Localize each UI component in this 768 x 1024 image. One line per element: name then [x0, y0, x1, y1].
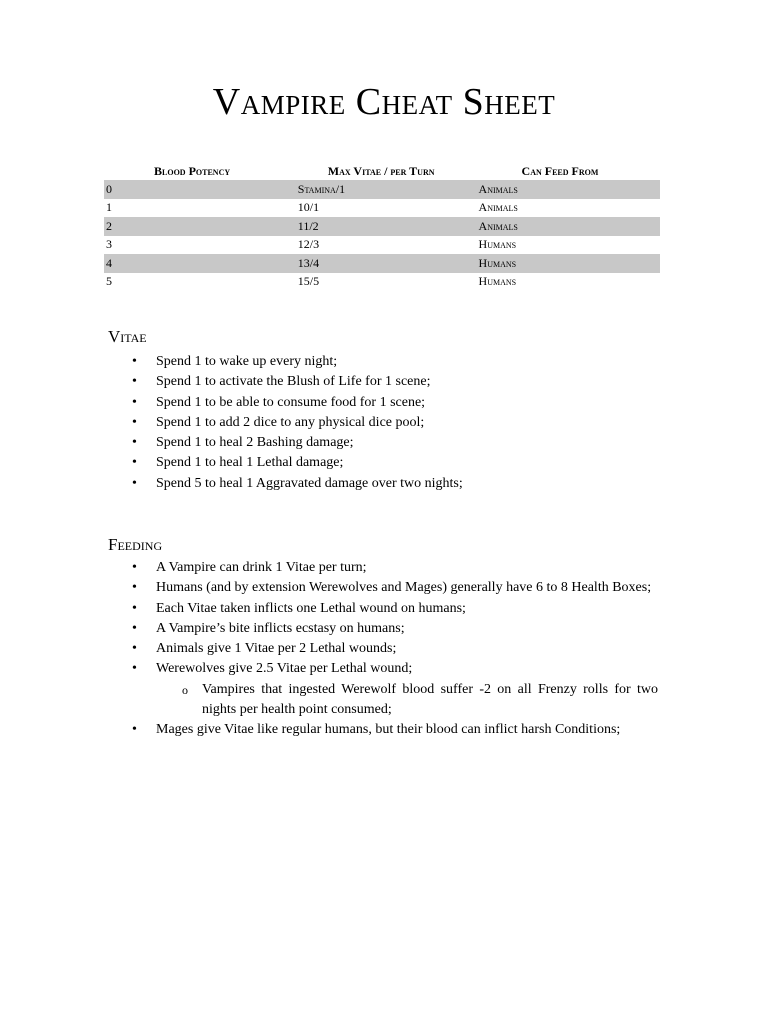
list-item	[108, 599, 658, 619]
column-header-max-vitae: Max Vitae / per Turn	[327, 163, 435, 178]
sub-list	[156, 680, 658, 721]
sub-list-item	[156, 680, 658, 721]
feeding-list	[108, 558, 658, 741]
bullet-icon: •	[132, 600, 137, 616]
list-item	[108, 659, 658, 720]
bullet-icon: •	[132, 661, 137, 677]
list-item-text: Spend 1 to heal 1 Lethal damage;	[156, 455, 344, 471]
bullet-icon: •	[132, 580, 137, 596]
table-row	[104, 199, 660, 218]
page-title: Vampire Cheat Sheet	[212, 81, 556, 123]
bullet-icon: •	[132, 560, 137, 575]
bullet-icon: •	[132, 394, 137, 410]
list-item	[108, 372, 658, 392]
cell-can-feed-from: Humans	[478, 237, 517, 252]
cell-max-vitae: 13/4	[296, 254, 477, 273]
list-item-text: Mages give Vitae like regular humans, but their blood can inflict harsh Conditions;	[156, 722, 621, 738]
list-item-text: Each Vitae taken inflicts one Lethal wound on humans;	[156, 600, 466, 616]
bullet-icon: •	[132, 620, 137, 636]
list-item-text: Werewolves give 2.5 Vitae per Lethal wound;	[156, 661, 413, 677]
cell-max-vitae: Stamina/1	[296, 180, 477, 199]
column-header-can-feed-from: Can Feed From	[521, 163, 599, 178]
cell-blood-potency: 3	[106, 237, 112, 252]
table-row	[104, 273, 660, 292]
cell-can-feed-from: Humans	[477, 254, 660, 273]
list-item	[108, 578, 658, 598]
table-row	[104, 217, 660, 236]
list-item-text: A Vampire’s bite inflicts ecstasy on humans;	[156, 620, 405, 636]
list-item-text: Animals give 1 Vitae per 2 Lethal wounds;	[156, 641, 397, 657]
bullet-icon: •	[132, 414, 137, 430]
list-item-text: Spend 5 to heal 1 Aggravated damage over two nights;	[156, 475, 463, 491]
list-item	[108, 393, 658, 413]
cell-can-feed-from: Animals	[477, 217, 660, 236]
cell-blood-potency: 2	[104, 217, 296, 236]
section-heading-feeding: Feeding	[108, 535, 163, 554]
vitae-list	[108, 352, 658, 494]
list-item	[108, 352, 658, 372]
bullet-icon: •	[132, 722, 137, 738]
hollow-bullet-icon: o	[182, 682, 188, 697]
cell-max-vitae: 12/3	[297, 237, 320, 252]
list-item-text: Spend 1 to heal 2 Bashing damage;	[156, 435, 354, 451]
bullet-icon: •	[132, 641, 137, 657]
cell-blood-potency: 0	[104, 180, 296, 199]
cell-can-feed-from: Animals	[478, 200, 518, 215]
bullet-icon: •	[132, 455, 137, 471]
table-row	[104, 236, 660, 255]
list-item-text: Spend 1 to be able to consume food for 1 scene;	[156, 394, 426, 410]
bullet-icon: •	[132, 374, 137, 390]
table-row	[104, 180, 660, 199]
bullet-icon: •	[132, 435, 137, 451]
sub-list-item-text: Vampires that ingested Werewolf blood suffer -2 on all Frenzy rolls for two nights per health point consumed;	[202, 681, 658, 718]
cell-can-feed-from: Humans	[478, 274, 517, 289]
cell-max-vitae: 15/5	[297, 274, 320, 289]
list-item	[108, 453, 658, 473]
cell-blood-potency: 5	[106, 274, 112, 289]
list-item	[108, 619, 658, 639]
list-item	[108, 433, 658, 453]
cell-can-feed-from: Animals	[477, 180, 660, 199]
list-item	[108, 413, 658, 433]
cell-blood-potency: 4	[104, 254, 296, 273]
list-item	[108, 639, 658, 659]
column-header-blood-potency: Blood Potency	[154, 163, 231, 178]
cell-blood-potency: 1	[106, 200, 112, 215]
list-item	[108, 720, 658, 740]
list-item	[108, 474, 658, 494]
cell-max-vitae: 10/1	[297, 200, 320, 215]
list-item-text: A Vampire can drink 1 Vitae per turn;	[156, 560, 367, 575]
list-item-text: Spend 1 to wake up every night;	[156, 354, 338, 369]
list-item-text: Spend 1 to activate the Blush of Life for 1 scene;	[156, 374, 431, 390]
cell-max-vitae: 11/2	[296, 217, 477, 236]
table-row	[104, 254, 660, 273]
section-heading-vitae: Vitae	[108, 327, 147, 346]
bullet-icon: •	[132, 475, 137, 491]
list-item	[108, 558, 658, 578]
list-item-text: Spend 1 to add 2 dice to any physical dice pool;	[156, 414, 425, 430]
list-item-text: Humans (and by extension Werewolves and Mages) generally have 6 to 8 Health Boxes;	[156, 580, 652, 596]
bullet-icon: •	[132, 354, 137, 369]
table-header-row	[104, 162, 660, 180]
blood-potency-table	[104, 162, 660, 291]
